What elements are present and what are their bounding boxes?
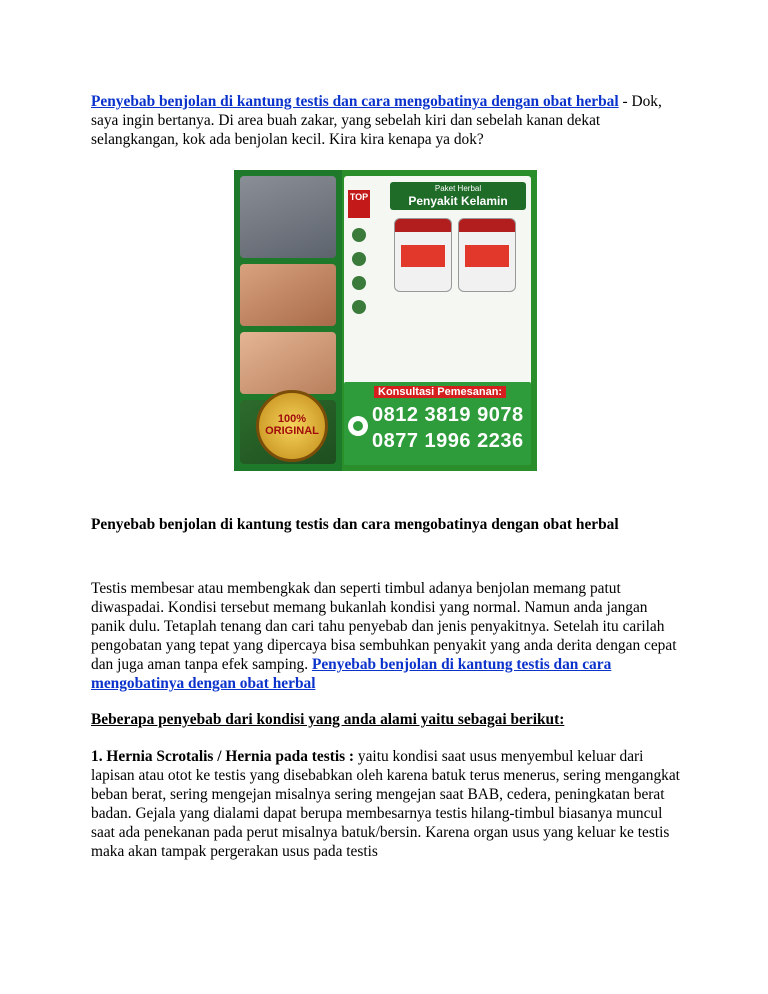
badge-percent: 100% [277, 413, 307, 425]
cause-item [91, 747, 681, 861]
certificate-icon [352, 228, 366, 242]
phone-number-1: 0812 3819 9078 [372, 404, 524, 426]
package-title-box [390, 182, 526, 210]
promo-photo [240, 176, 336, 258]
body-title-link[interactable]: Penyebab benjolan di kantung testis dan cara mengobatinya dengan obat herbal [91, 656, 612, 692]
badge-original: ORIGINAL [265, 425, 319, 437]
product-jar [394, 218, 452, 292]
promo-product-panel [344, 176, 531, 465]
contact-box [344, 382, 531, 465]
causes-subheading: Beberapa penyebab dari kondisi yang anda alami yaitu sebagai berikut: [91, 711, 565, 728]
cause-item-title: 1. Hernia Scrotalis / Hernia pada testis : [91, 748, 355, 765]
promo-photo-column [234, 170, 342, 471]
cause-item-text: yaitu kondisi saat usus menyembul keluar dari lapisan atau otot ke testis yang disebabkan oleh karena batuk terus menerus, sering mengangkat beban berat, sering mengejan misalnya sering mengejan saat BAB, cedera, peningkatan berat badan. Gejala yang dialami dapat berupa membesarnya testis hilang-timbul biasanya muncul saat ada penekanan pada perut misalnya batuk/bersin. Karena organ usus yang keluar ke testis maka akan tampak pergerakan usus pada testis [91, 748, 680, 860]
promo-photo [240, 332, 336, 394]
body-paragraph [91, 579, 681, 693]
promo-photo [240, 264, 336, 326]
intro-text: - Dok, saya ingin bertanya. Di area buah zakar, yang sebelah kiri dan sebelah kanan dekat selangkangan, kok ada benjolan kecil. Kira kira kenapa ya dok? [91, 93, 662, 148]
intro-title-link[interactable]: Penyebab benjolan di kantung testis dan cara mengobatinya dengan obat herbal [91, 93, 619, 110]
top-quality-badge: TOP [348, 190, 370, 218]
phone-number-2: 0877 1996 2236 [372, 430, 524, 452]
consultation-label: Konsultasi Pemesanan: [374, 386, 506, 398]
article-heading: Penyebab benjolan di kantung testis dan cara mengobatinya dengan obat herbal [91, 516, 619, 533]
intro-paragraph [91, 92, 681, 149]
promo-image [234, 170, 537, 471]
package-label: Paket Herbal [434, 184, 482, 193]
whatsapp-icon [348, 416, 368, 436]
document-page [91, 92, 681, 861]
package-title: Penyakit Kelamin [408, 194, 508, 208]
product-jar [458, 218, 516, 292]
certificate-icon [352, 252, 366, 266]
certificate-icon [352, 300, 366, 314]
original-badge [256, 390, 328, 462]
body-text: Testis membesar atau membengkak dan seperti timbul adanya benjolan memang patut diwaspadai. Kondisi tersebut memang bukanlah kondisi yang normal. Namun anda jangan panik dulu. Tetaplah tenang dan cari tahu penyebab dan jenis penyakitnya. Setelah itu carilah pengobatan yang tepat yang dipercaya bisa sembuhkan penyakit yang anda derita dengan cepat dan juga aman tanpa efek samping. [91, 580, 677, 673]
certificate-icon [352, 276, 366, 290]
